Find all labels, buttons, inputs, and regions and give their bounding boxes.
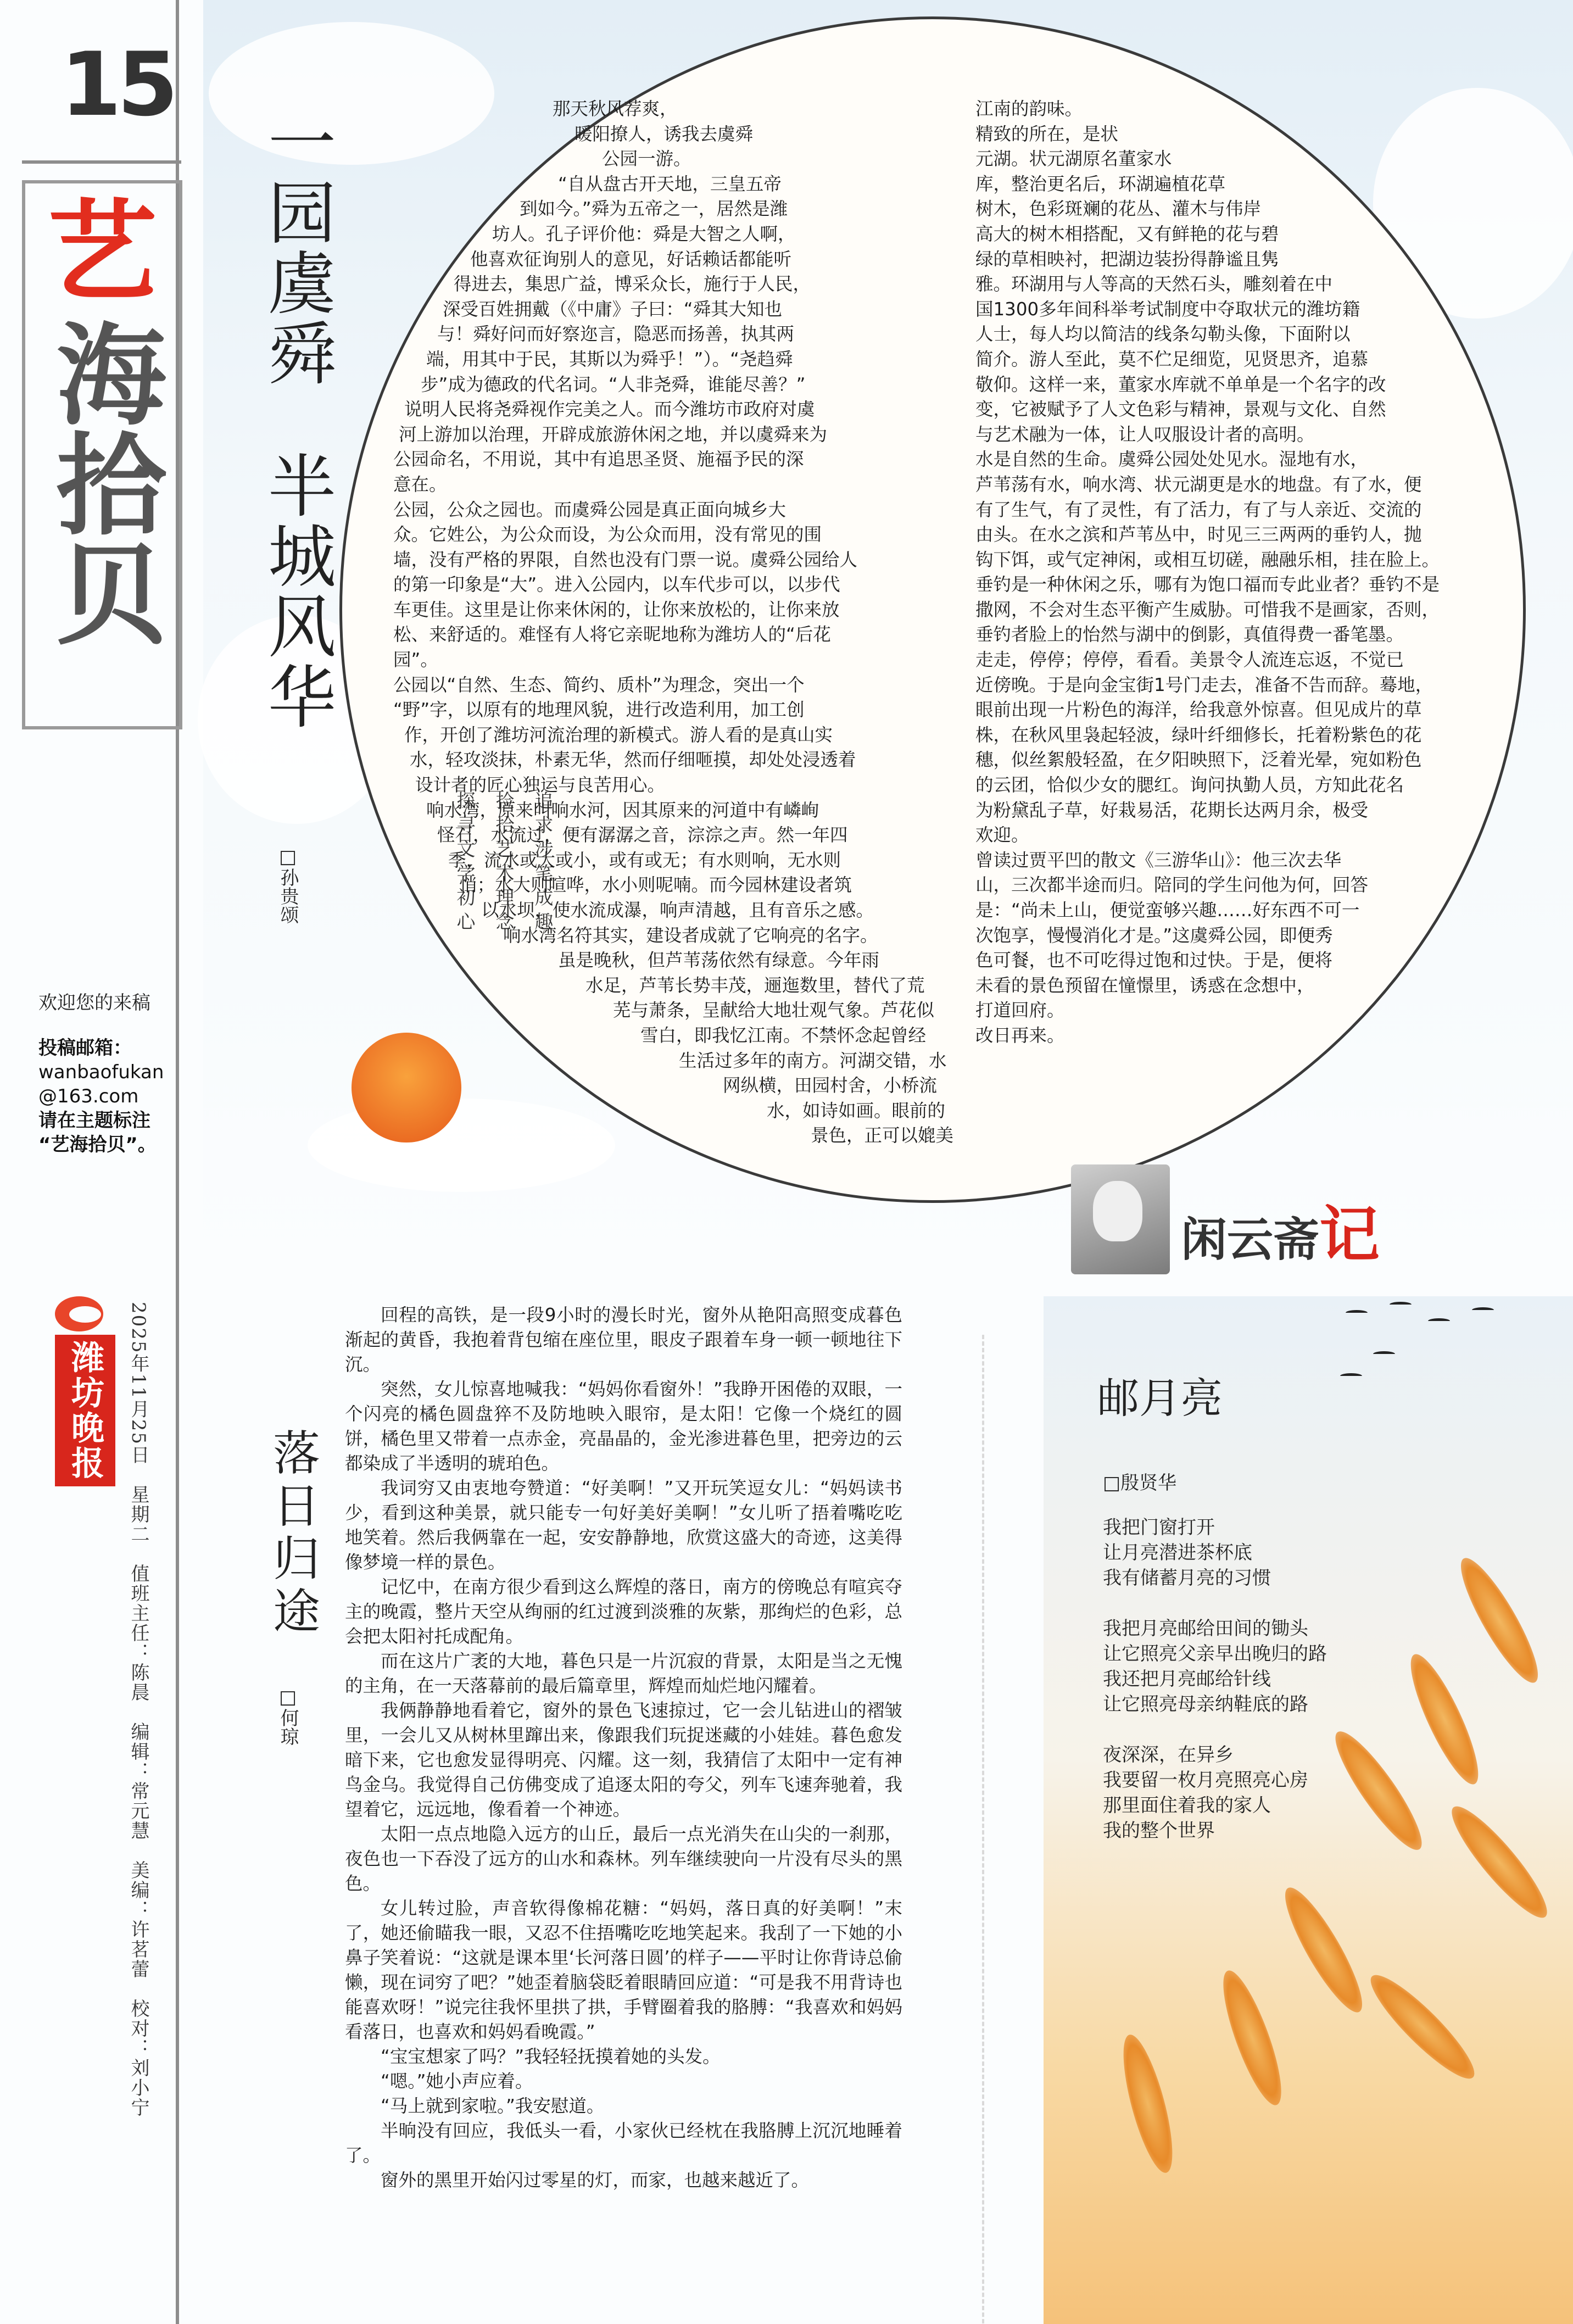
poem-line: 让月亮潜进茶杯底: [1103, 1542, 1252, 1564]
text-line: 株，在秋风里袅起轻波，绿叶纤细修长，托着粉紫色的花: [975, 724, 1422, 745]
article2-text: [345, 1303, 902, 2193]
text-line: 得进去，集思广益，博采众长，施行于人民，: [454, 274, 811, 295]
author-portrait: [1071, 1164, 1170, 1274]
welcome-text: 欢迎您的来稿: [38, 992, 150, 1014]
article-title-a: 一园虞舜: [256, 107, 336, 388]
text-line: 近傍晚。于是向金宝街1号门走去，准备不告而辞。蓦地，: [975, 674, 1433, 695]
poem-author: □殷贤华: [1103, 1472, 1177, 1494]
text-line: 公园，公众之园也。而虞舜公园是真正面向城乡大: [393, 499, 786, 520]
issue-credits: [125, 1302, 152, 2117]
left-rule-top: [22, 160, 181, 164]
badge-label: [1181, 1186, 1380, 1273]
poem-line: 让它照亮父亲早出晚归的路: [1103, 1643, 1327, 1665]
text-line: 车更佳。这里是让你来休闲的，让你来放松的，让你来放: [393, 599, 840, 620]
newspaper-name: 潍坊晚报: [55, 1335, 115, 1486]
text-line: 悄；水大则喧哗，水小则呢喃。而今园林建设者筑: [459, 874, 852, 896]
poem-line: 我有储蓄月亮的习惯: [1103, 1567, 1271, 1589]
bird-icon: [1340, 1373, 1362, 1379]
text-line: 未看的景色预留在憧憬里，诱惑在念想中，: [975, 974, 1315, 996]
paragraph: 回程的高铁，是一段9小时的漫长时光，窗外从艳阳高照变成暮色渐起的黄昏，我抱着背包缩在座位里，眼皮子跟着车身一顿一顿地往下沉。: [345, 1305, 902, 1375]
text-line: 变，它被赋予了人文色彩与精神，景观与文化、自然: [975, 399, 1386, 420]
text-line: 是：“尚未上山，便觉蛮够兴趣……好东西不可一: [975, 900, 1360, 921]
article-byline: □孙贵颂: [277, 846, 299, 924]
submission-note: “艺海拾贝”。: [38, 1134, 157, 1156]
text-line: 坊人。孔子评价他：舜是大智之人啊，: [492, 223, 796, 244]
text-line: 松、来舒适的。难怪有人将它亲昵地称为潍坊人的“后花: [393, 624, 831, 645]
column-title-first-char: 艺: [47, 187, 157, 316]
paragraph: 半晌没有回应，我低头一看，小家伙已经枕在我胳膊上沉沉地睡着了。: [345, 2120, 902, 2166]
motto-line: 探寻文学初心: [453, 791, 475, 936]
poem-line: 我的整个世界: [1103, 1820, 1215, 1842]
poem-body: [1103, 1515, 1327, 1869]
newspaper-logo: [55, 1296, 103, 1486]
poem-line: 我还把月亮邮给针线: [1103, 1668, 1271, 1690]
text-line: 的云团，恰似少女的腮红。询问执勤人员，方知此花名: [975, 774, 1404, 796]
text-line: 公园命名，不用说，其中有追思圣贤、施福予民的深: [393, 449, 804, 470]
issue-date: 2025年11月25日: [127, 1302, 149, 1465]
issue-weekday: 星期二: [127, 1485, 149, 1545]
text-line: 元湖。状元湖原名董家水: [975, 148, 1172, 170]
badge-label-a: 闲云斋: [1181, 1212, 1320, 1267]
text-line: 穗，似丝絮般轻盈，在夕阳映照下，泛着光晕，宛如粉色: [975, 749, 1422, 771]
text-line: 人士，每人均以简洁的线条勾勒头像，下面附以: [975, 324, 1351, 345]
text-line: 雪白，即我忆江南。不禁怀念起曾经: [640, 1024, 927, 1046]
text-line: 简介。游人至此，莫不伫足细览，见贤思齐，追慕: [975, 348, 1369, 370]
credit-line: 编辑：常元慧: [127, 1722, 149, 1841]
text-line: 响水湾，原来叫响水河，因其原来的河道中有嶙峋: [426, 799, 819, 821]
text-line: “自从盘古开天地，三皇五帝: [558, 173, 782, 194]
motto-line: 追求涉笔成趣: [531, 791, 553, 936]
poem-stanza: [1103, 1742, 1327, 1843]
text-line: 众。它姓公，为公众而设，为公众而用，没有常见的围: [393, 524, 822, 545]
poem-line: 那里面住着我的家人: [1103, 1794, 1271, 1816]
text-line: 暖阳撩人，诱我去虞舜: [574, 123, 754, 144]
bird-icon: [1373, 1351, 1395, 1357]
motto-line: 捡拾艺术理念: [492, 791, 514, 936]
text-line: 次饱享，慢慢消化才是。”这虞舜公园，即便秀: [975, 924, 1333, 946]
text-line: 山，三次都半途而归。陪同的学生问他为何，回答: [975, 874, 1369, 896]
poem-stanza: [1103, 1616, 1327, 1717]
text-line: 的第一印象是“大”。进入公园内，以车代步可以，以步代: [393, 574, 840, 595]
poem-line: 让它照亮母亲纳鞋底的路: [1103, 1693, 1308, 1715]
text-line: 撒网，不会对生态平衡产生威胁。可惜我不是画家，否则，: [975, 599, 1440, 620]
paragraph: “宝宝想家了吗？”我轻轻抚摸着她的头发。: [381, 2046, 721, 2067]
text-line: 由头。在水之滨和芦苇丛中，时见三三两两的垂钓人，抛: [975, 524, 1422, 545]
column-title-rest: 海拾贝: [38, 317, 167, 647]
email-line: @163.com: [38, 1085, 139, 1107]
text-line: 他喜欢征询别人的意见，好话赖话都能听: [470, 248, 792, 270]
text-line: 季，流水或大或小，或有或无；有水则响，无水则: [448, 849, 841, 871]
section-divider: [982, 1335, 984, 2323]
paragraph: 太阳一点点地隐入远方的山丘，最后一点光消失在山尖的一刹那，夜色也一下吞没了远方的山水和森林。列车继续驶向一片没有尽头的黑色。: [345, 1824, 902, 1894]
bird-icon: [1472, 1307, 1494, 1313]
paragraph: 我俩静静地看着它，窗外的景色飞速掠过，它一会儿钻进山的褶皱里，一会儿又从树林里蹿出来，像跟我们玩捉迷藏的小娃娃。暮色愈发暗下来，它也愈发显得明亮、闪耀。这一刻，我猜信了太阳中一定有神鸟金乌。我觉得自己仿佛变成了追逐太阳的夸父，列车飞速奔驰着，我望着它，远远地，像看着一个神迹。: [345, 1700, 902, 1820]
paragraph: “马上就到家啦。”我安慰道。: [381, 2095, 605, 2116]
article-text-right: [975, 97, 1514, 1049]
text-line: 设计者的匠心独运与良苦用心。: [415, 774, 666, 796]
paragraph: 记忆中，在南方很少看到这么辉煌的落日，南方的傍晚总有喧宾夺主的晚霞，整片天空从绚丽的红过渡到淡雅的灰紫，那绚烂的色彩，总会把太阳衬托成配角。: [345, 1576, 902, 1647]
bird-icon: [1428, 1318, 1450, 1324]
text-line: 那天秋风荐爽，: [553, 98, 678, 119]
text-line: 为粉黛乱子草，好栽易活，花期长达两月余，极受: [975, 799, 1369, 821]
text-line: 树木，色彩斑斓的花丛、灌木与伟岸: [975, 198, 1262, 220]
text-line: 步”成为德政的代名词。“人非尧舜，谁能尽善？”: [421, 374, 806, 395]
text-line: 河上游加以治理，开辟成旅游休闲之地，并以虞舜来为: [399, 423, 828, 445]
text-line: 芜与萧条，呈献给大地壮观气象。芦花似: [613, 1000, 935, 1021]
credit-line: 美编：许茗蕾: [127, 1860, 149, 1980]
text-line: 眼前出现一片粉色的海洋，给我意外惊喜。但见成片的草: [975, 699, 1422, 721]
text-line: 欢迎。: [975, 824, 1029, 846]
poem-line: 我把月亮邮给田间的锄头: [1103, 1618, 1308, 1640]
text-line: 色可餐，也不可吃得过饱和过快。于是，便将: [975, 950, 1333, 971]
article2-byline: □何琼: [277, 1686, 299, 1746]
text-line: 高大的树木相搭配，又有鲜艳的花与碧: [975, 223, 1279, 244]
bird-icon: [1346, 1310, 1368, 1316]
logo-swirl-icon: [55, 1296, 103, 1331]
text-line: 意在。: [393, 473, 447, 495]
text-line: 有了生气，有了灵性，有了活力，有了与人亲近、交流的: [975, 499, 1422, 520]
page-number: 15: [60, 33, 174, 136]
text-line: 说明人民将尧舜视作完美之人。而今潍坊市政府对虞: [404, 399, 815, 420]
text-line: 到如今。”舜为五帝之一，居然是潍: [520, 198, 788, 220]
submission-note: 请在主题标注: [38, 1110, 150, 1132]
text-line: 水，轻攻淡抹，朴素无华，然而仔细咂摸，却处处浸透着: [410, 749, 856, 771]
text-line: 钩下饵，或气定神闲，或相互切磋，融融乐相，挂在脸上。: [975, 549, 1440, 570]
text-line: 公园一游。: [602, 148, 691, 170]
text-line: 垂钓者脸上的怡然与湖中的倒影，真值得费一番笔墨。: [975, 624, 1404, 645]
paragraph: 我词穷又由衷地夸赞道：“好美啊！”又开玩笑逗女儿：“妈妈读书少，看到这种美景，就只能专一句好美好美啊！”女儿听了捂着嘴吃吃地笑着。然后我俩靠在一起，安安静静地，欣赏这盛大的奇迹，这美得像梦境一样的景色。: [345, 1478, 902, 1573]
text-line: 公园以“自然、生态、简约、质朴”为理念，突出一个: [393, 674, 805, 695]
text-line: 网纵横，田园村舍，小桥流: [723, 1075, 938, 1096]
text-line: 雅。环湖用与人等高的天然石头，雕刻着在中: [975, 274, 1333, 295]
text-line: 走走，停停；停停，看看。美景令人流连忘返，不觉已: [975, 649, 1404, 671]
text-line: 改日再来。: [975, 1024, 1065, 1046]
text-line: 端，用其中于民，其斯以为舜乎！”）。“尧趋舜: [426, 348, 793, 370]
text-line: 江南的韵味。: [975, 98, 1083, 119]
text-line: “野”字，以原有的地理风貌，进行改造利用，加工创: [393, 699, 805, 721]
submission-info: [38, 1036, 176, 1157]
text-line: 水足，芦苇长势丰茂，逦迤数里，替代了荒: [585, 974, 925, 996]
text-line: 作，开创了潍坊河流治理的新模式。游人看的是真山实: [404, 724, 833, 745]
paragraph: 突然，女儿惊喜地喊我：“妈妈你看窗外！”我睁开困倦的双眼，一个闪亮的橘色圆盘猝不及防地映入眼帘，是太阳！它像一个烧红的圆饼，橘色里又带着一点赤金，亮晶晶的，金光渗进暮色里，把旁边的云都染成了半透明的琥珀色。: [345, 1379, 902, 1474]
text-line: 打道回府。: [975, 1000, 1065, 1021]
paragraph: 而在这片广袤的大地，暮色只是一片沉寂的背景，太阳是当之无愧的主角，在一天落幕前的最后篇章里，辉煌而灿烂地闪耀着。: [345, 1651, 902, 1696]
text-line: 芦苇荡有水，响水湾、状元湖更是水的地盘。有了水，便: [975, 473, 1422, 495]
text-line: 垂钓是一种休闲之乐，哪有为饱口福而专此业者？垂钓不是: [975, 574, 1440, 595]
text-line: 绿的草相映衬，把湖边装扮得静谧且隽: [975, 248, 1279, 270]
text-line: 墙，没有严格的界限，自然也没有门票一说。虞舜公园给人: [393, 549, 858, 570]
poem-line: 我把门窗打开: [1103, 1517, 1215, 1539]
email-label: 投稿邮箱：: [38, 1037, 132, 1059]
article2-title: 落日归途: [265, 1428, 320, 1639]
paragraph: 窗外的黑里开始闪过零星的灯，而家，也越来越近了。: [381, 2170, 810, 2191]
text-line: 虽是晚秋，但芦苇荡依然有绿意。今年雨: [558, 950, 880, 971]
text-line: 库，整治更名后，环湖遍植花草: [975, 173, 1226, 194]
email-line: wanbaofukan: [38, 1061, 164, 1083]
credit-line: 校对：刘小宁: [127, 1999, 149, 2118]
credit-line: 值班主任：陈晨: [127, 1564, 149, 1703]
poem-line: 我要留一枚月亮照亮心房: [1103, 1769, 1308, 1791]
poem-line: 夜深深，在异乡: [1103, 1744, 1234, 1766]
text-line: 与艺术融为一体，让人叹服设计者的高明。: [975, 423, 1315, 445]
text-line: 国1300多年间科举考试制度中夺取状元的潍坊籍: [975, 298, 1360, 320]
text-line: 水，如诗如画。眼前的: [767, 1100, 946, 1121]
column-badge: [1071, 1164, 1406, 1274]
text-line: 水是自然的生命。虞舜公园处处见水。湿地有水，: [975, 449, 1369, 470]
bird-icon: [1390, 1302, 1412, 1307]
poem-title: 邮月亮: [1097, 1374, 1223, 1423]
text-line: 景色，正可以媲美: [811, 1125, 954, 1146]
text-line: 精致的所在，是状: [975, 123, 1119, 144]
text-line: 与！舜好问而好察迩言，隐恶而扬善，执其两: [437, 324, 795, 345]
text-line: 曾读过贾平凹的散文《三游华山》：他三次去华: [975, 849, 1342, 871]
text-line: 怪石，水流过，便有潺潺之音，淙淙之声。然一年四: [437, 824, 848, 846]
column-title: [33, 187, 171, 647]
poem-stanza: [1103, 1515, 1327, 1591]
article-text-left: [393, 97, 959, 1149]
text-line: 响水湾名符其实，建设者成就了它响亮的名字。: [503, 924, 878, 946]
paragraph: 女儿转过脸，声音软得像棉花糖：“妈妈，落日真的好美啊！”末了，她还偷瞄我一眼，又忍不住捂嘴吃吃地笑起来。我刮了一下她的小鼻子笑着说：“这就是课本里‘长河落日圆’的样子——平时让你背诗总偷懒，现在词穷了吧？”她歪着脑袋眨着眼睛回应道：“可是我不用背诗也能喜欢呀！”说完往我怀里拱了拱，手臂圈着我的胳膊：“我喜欢和妈妈看落日，也喜欢和妈妈看晚霞。”: [345, 1898, 902, 2042]
paragraph: “嗯。”她小声应着。: [381, 2071, 533, 2092]
badge-label-b: 记: [1319, 1199, 1380, 1270]
text-line: 园”。: [393, 649, 438, 671]
text-line: 以水坝，使水流成瀑，响声清越，且有音乐之感。: [481, 900, 874, 921]
text-line: 敬仰。这样一来，董家水库就不单单是一个名字的改: [975, 374, 1386, 395]
text-line: 生活过多年的南方。河湖交错，水: [679, 1050, 947, 1071]
article-title-b: 半城风华: [256, 450, 336, 732]
text-line: 深受百姓拥戴（《中庸》子曰：“舜其大知也: [443, 298, 783, 320]
